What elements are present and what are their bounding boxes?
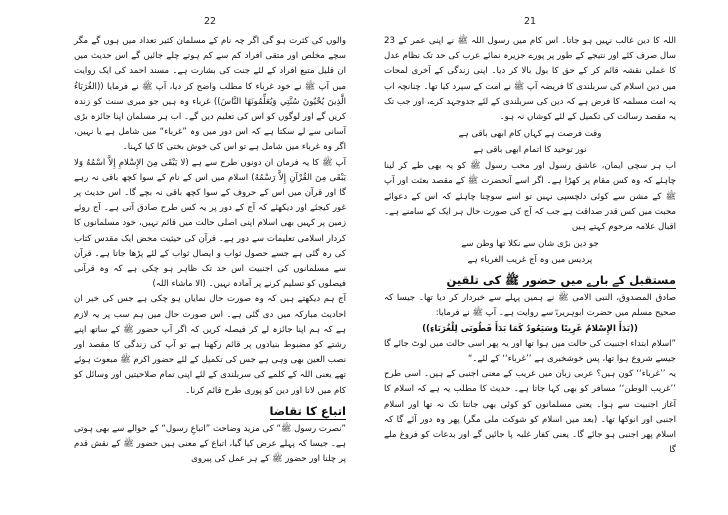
right-page-text <box>384 34 676 458</box>
page-number: 21 <box>523 16 537 27</box>
paragraph: یہ ’’غرباء‘‘ کون ہیں؟ عربی زبان میں غریب کے معنی اجنبی کے ہیں۔ اسی طرح ’’غریب الوطن‘‘ مسافر کو بھی کہا جاتا ہے۔ حدیث کا مطلب یہ ہے کہ اسلام کا آغاز اجنبیت سے ہوا۔ یعنی مسلمانوں کو کوئی بھی جانتا تک نہ تھا اور اسلام اجنبی اور انوکھا تھا۔ (بعد میں اسلام کو شوکت ملی مگر) پھر وہ دور آئے گا کہ اسلام پھر اجنبی ہو جائے گا۔ یعنی کفار غلبہ پا جائیں گے اور بدعات کو فروغ ملے گا <box>384 369 676 456</box>
paragraph: اب ہر سچی ایمان، عاشق رسول اور محب رسول ﷺ کو یہ بھی طے کر لینا چاہئے کہ وہ کس مقام پر کھڑا ہے۔ اگر اسے آنحضرت ﷺ کے مقصد بعثت اور آپ ﷺ کے مشن سے کوئی دلچسپی نہیں تو اسے سوچنا چاہئے کہ اس کے دعوائے محبت میں کس قدر صداقت ہے جب کہ آج کی صورت حال ہر ایک کے سامنے ہے۔ اقبال علامہ مرحوم کہتے ہیں <box>383 161 676 233</box>
paragraph: اللہ کا دین غالب نہیں ہو جاتا۔ اس کام میں رسول اللہ ﷺ نے اپنی عمر کے 23 سال صرف کئے اور نتیجے کے طور پر پورے جزیرہ نمائے عرب کی حد تک نظام عدل کا عملی نقشہ قائم کر کے حق کا بول بالا کر دیا۔ اپنی زندگی کے آخری لمحات میں دین اسلام کی سربلندی کا فریضہ آپ ﷺ نے امت کے سپرد کیا تھا۔ چنانچہ اب یہ امت مسلمہ کا فرض ہے کہ دین کی سربلندی کے لئے جدوجہد کرے، اور جب تک یہ مقصد رسالت کی تکمیل کے لئے کوشاں نہ ہو۔ <box>384 36 676 123</box>
right-page <box>364 0 728 515</box>
poetry-verse <box>384 236 676 268</box>
paragraph: آپ ﷺ کا یہ فرمان ان دونوں طرح سے ہے (لا يَبْقَى مِنَ الإِسْلامِ إِلاَّ اسْمُهُ وَلا يَبْقَى مِنَ القُرْآنِ إِلاَّ رَسْمُهُ) اسلام میں اس کے نام کے سوا کچھ باقی نہ رہے گا اور قرآن میں اس کے حروف کے سوا کچھ باقی نہ بچے گا۔ اس حدیث پر غور کیجئے اور دیکھئے کہ آج کے دور پر یہ کس طرح صادق آتی ہے۔ آج روئے زمین پر کہیں بھی اسلام اپنی اصلی حالت میں قائم نہیں، خود مسلمانوں کا کردار اسلامی تعلیمات سے دور ہے۔ قرآن کی حیثیت محض ایک مقدس کتاب کی رہ گئی ہے جسے حصول ثواب و ایصال ثواب کے لئے پڑھا جاتا ہے۔ قرآن سے مسلمانوں کی اجنبیت اس حد تک ظاہر ہو چکی ہے کہ وہ قرآنی فیصلوں کو تسلیم کرنے پر آمادہ نہیں۔ (الا ماشاء اللہ) <box>74 157 346 290</box>
verse-line: پردیس میں وہ آج غریب الغرباء ہے <box>467 255 593 266</box>
paragraph: ”نصرت رسول ﷺ“ کی مزید وضاحت ”اتباعِ رسول“ کے حوالے سے بھی ہوتی ہے۔ جیسا کہ پہلے عرض کیا گیا، اتباع کے معنی ہیں حضور ﷺ کے نقش قدم پر چلنا اور حضور ﷺ کے ہر عمل کی پیروی <box>74 423 346 465</box>
section-heading: مستقبل کے بارے میں حضور ﷺ کی تلقین <box>446 273 676 288</box>
section-heading: اتباعِ کا تقاضا <box>269 403 346 418</box>
paragraph: والوں کی کثرت ہو گی اگر چہ نام کے مسلمان کثیر تعداد میں ہوں گے مگر سچے مخلص اور متقی افراد کم سے کم ہوتے چلے جائیں گے اس حدیث میں ان قلیل متبع افراد کے لئے جنت کی بشارت ہے۔ مسند احمد کی ایک روایت میں آپ ﷺ نے خود غرباء کا مطلب واضح کر دیا، آپ ﷺ نے فرمایا ((الغُرَبَاءُ الَّذِينَ يُحْيُونَ سُنَّتِي وَيُعَلِّمُونَهَا النَّاسَ)) غرباء وہ ہیں جو میری سنت کو زندہ کریں گے اور لوگوں کو اس کی تعلیم دیں گے۔ اب ہر مسلمان اپنا جائزہ بڑی آسانی سے لے سکتا ہے کہ اس دور میں وہ ”غرباء“ میں شامل ہے یا نہیں، اگر وہ غرباء میں شامل ہے تو اس کی خوش بختی کا کیا کہنا۔ <box>74 36 346 153</box>
hadith-translation: ”اسلام ابتداء اجنبیت کی حالت میں ہوا تھا اور یہ پھر اسی حالت میں لوٹ جائے گا جیسے شروع ہوا تھا، پس خوشخبری ہے ’’غرباء‘‘ کے لئے۔“ <box>384 338 676 365</box>
hadith-arabic: ((بَدَأَ الإِسْلامُ غَرِيبًا وَسَيَعُودُ كَمَا بَدَأَ فَطُوبَى لِلْغُرَبَاءِ)) <box>422 323 638 334</box>
page-number: 22 <box>203 16 217 27</box>
verse-line: جو دین بڑی شان سے نکلا تھا وطن سے <box>461 239 599 250</box>
poetry-verse <box>384 126 676 158</box>
verse-line: وقت فرصت ہے کہاں کام ابھی باقی ہے <box>458 129 602 140</box>
paragraph: صادق المصدوق، النبی الامی ﷺ نے ہمیں پہلے سے خبردار کر دیا تھا۔ جیسا کہ صحیح مسلم میں حضرت ابوہریرہؓ سے روایت ہے۔ آپ ﷺ نے فرمایا: <box>384 293 676 319</box>
paragraph: آج ہم دیکھتے ہیں کہ وہ صورت حال نمایاں ہو چکی ہے جس کی خبر ان احادیث مبارکہ میں دی گئی ہے۔ اس صورت حال میں ہم سب پر یہ لازم ہے کہ ہم اپنا جائزہ لے کر فیصلہ کریں کہ اگر آپ حضور ﷺ کے ساتھ اپنے رشتے کو مضبوط بنیادوں پر قائم رکھنا ہے تو آپ کی زندگی کا مقصد اور نصب العین بھی وہی ہے جس کی تکمیل کے لئے حضور اکرم ﷺ مبعوث ہوئے تھے یعنی اللہ کے کلمے کی سربلندی کے لئے اپنی تمام صلاحیتیں اور وسائل کو کام میں لانا اور دین کو پوری طرح قائم کرنا۔ <box>74 294 346 396</box>
left-page-text <box>74 34 346 467</box>
verse-line: نور توحید کا اتمام ابھی باقی ہے <box>473 145 587 156</box>
